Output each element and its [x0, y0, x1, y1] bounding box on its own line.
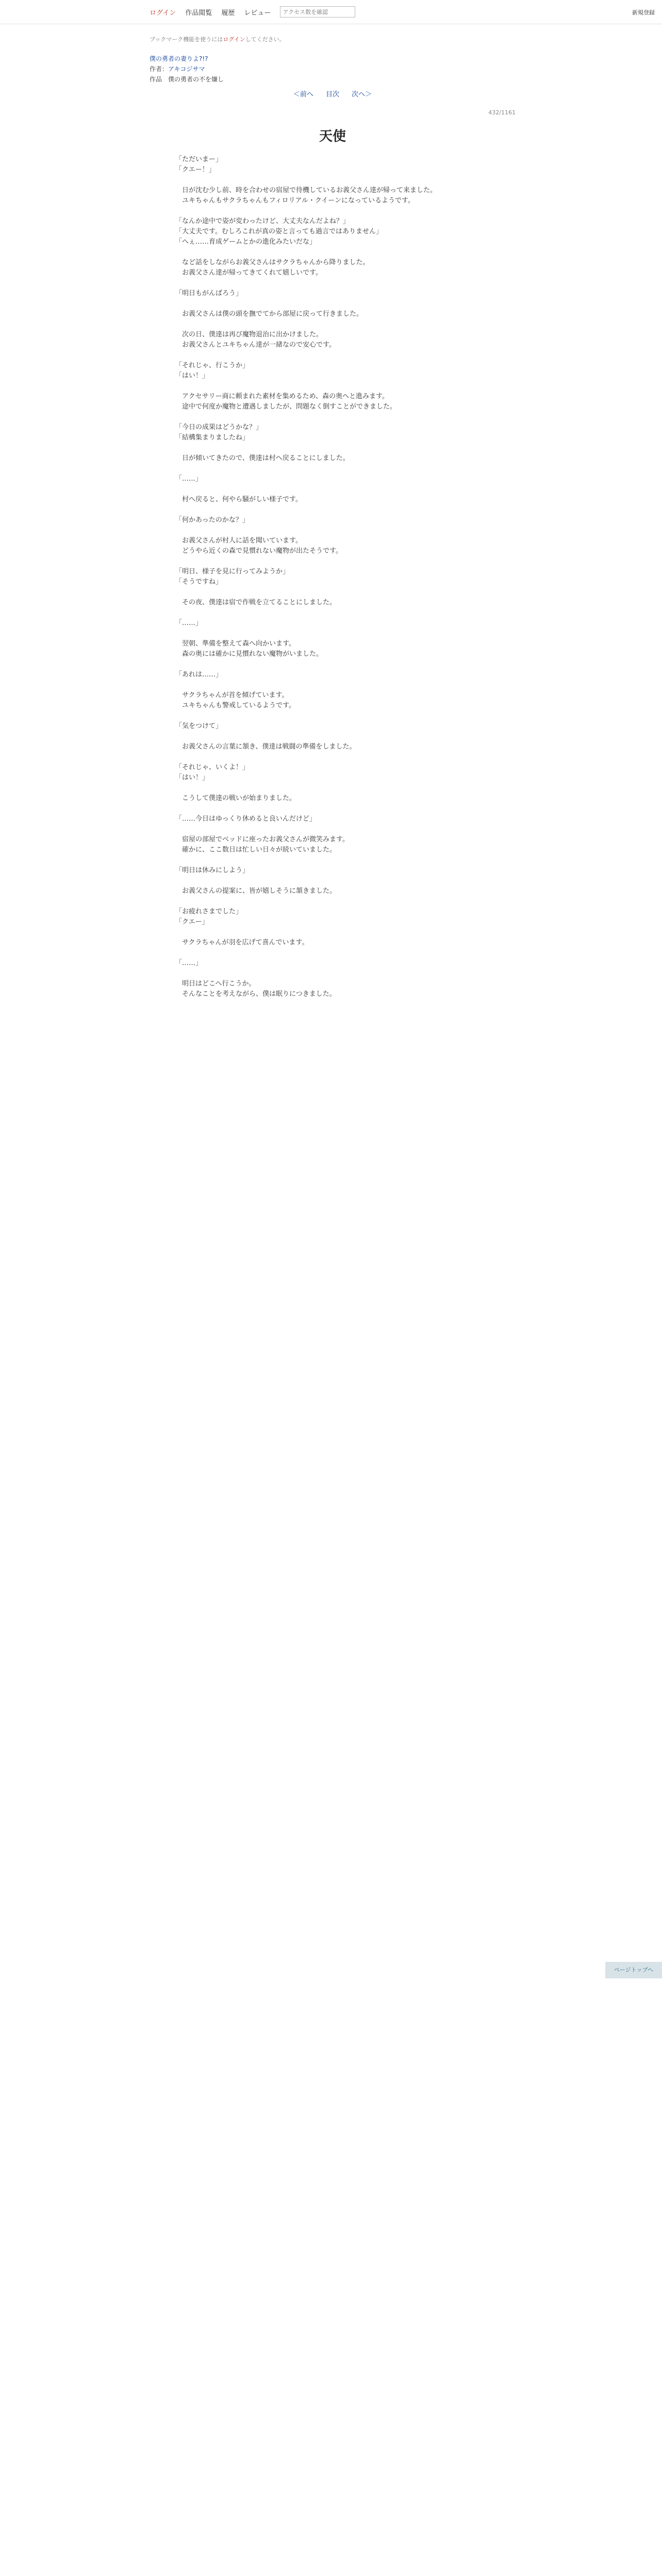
- paragraph: [175, 247, 505, 258]
- paragraph: どうやら近くの森で見慣れない魔物が出たそうです。: [175, 547, 342, 555]
- paragraph: [175, 381, 505, 392]
- paragraph: 「……」: [175, 619, 203, 627]
- paragraph: [175, 629, 505, 639]
- paragraph: お義父さんは僕の頭を撫でてから部屋に戻って行きました。: [175, 310, 363, 318]
- paragraph: ユキちゃんも警戒しているようです。: [175, 702, 295, 709]
- paragraph: [175, 659, 505, 670]
- paragraph: [175, 526, 505, 536]
- paragraph: 「それじゃ、行こうか」: [175, 362, 250, 369]
- paragraph: [175, 505, 505, 515]
- work-label: 作品: [150, 76, 162, 83]
- paragraph: お義父さんが村人に話を聞いています。: [175, 537, 302, 545]
- paragraph: [175, 711, 505, 721]
- work-name: 僕の勇者の不を嫌し: [168, 76, 224, 83]
- paragraph: [175, 608, 505, 618]
- paragraph: 確かに、ここ数日は忙しい日々が続いていました。: [175, 846, 337, 854]
- paragraph: ユキちゃんもサクラちゃんもフィロリアル・クイーンになっているようです。: [175, 197, 415, 205]
- paragraph: お義父さん達が帰ってきてくれて嬉しいです。: [175, 269, 322, 277]
- paragraph: 途中で何度か魔物と遭遇しましたが、問題なく倒すことができました。: [175, 403, 397, 411]
- paragraph: 明日はどこへ行こうか。: [175, 980, 256, 988]
- page-top-button[interactable]: ページトップへ: [605, 1962, 662, 1978]
- paragraph: そんなことを考えながら、僕は眠りにつきました。: [175, 990, 336, 998]
- paragraph: 村へ戻ると、何やら騒がしい様子です。: [175, 496, 302, 503]
- chapter-pager: [150, 89, 516, 98]
- login-link[interactable]: ログイン: [150, 9, 176, 17]
- paragraph: 「今日の成果はどうかな？」: [175, 423, 263, 431]
- paragraph: 「明日もがんばろう」: [175, 290, 243, 297]
- paragraph: [175, 206, 505, 216]
- paragraph: サクラちゃんが羽を広げて喜んでいます。: [175, 939, 309, 946]
- author-label: 作者：: [150, 65, 169, 73]
- nav-browse[interactable]: 作品閲覧: [185, 9, 212, 17]
- paragraph: [175, 927, 505, 938]
- paragraph: 翌朝、準備を整えて森へ向かいます。: [175, 640, 295, 648]
- signup-link[interactable]: 新規登録: [632, 9, 655, 16]
- paragraph: 「はい！」: [175, 372, 209, 380]
- paragraph: [175, 350, 505, 361]
- paragraph: [175, 319, 505, 330]
- paragraph: 「お疲れさまでした」: [175, 908, 243, 916]
- paragraph: [175, 876, 505, 886]
- search-input[interactable]: [280, 6, 355, 18]
- paragraph: 「気をつけて」: [175, 722, 223, 730]
- paragraph: 「クエー」: [175, 918, 209, 926]
- paragraph: [175, 278, 505, 289]
- paragraph: 「……今日はゆっくり休めると良いんだけど」: [175, 815, 316, 823]
- paragraph: 森の奥には確かに見慣れない魔物がいました。: [175, 650, 323, 658]
- paragraph: 「そうですね」: [175, 578, 223, 586]
- paragraph: [175, 896, 505, 907]
- paragraph: [175, 175, 505, 185]
- paragraph: [175, 680, 505, 690]
- author-line: [150, 64, 224, 74]
- notice-suffix: してください。: [245, 36, 285, 43]
- paragraph: 「ただいまー」: [175, 156, 223, 163]
- paragraph: その夜、僕達は宿で作戦を立てることにしました。: [175, 599, 337, 606]
- paragraph: 「明日、様子を見に行ってみようか」: [175, 568, 290, 575]
- paragraph: [175, 783, 505, 793]
- work-line: [150, 74, 224, 84]
- work-meta: [150, 54, 224, 84]
- paragraph: こうして僕達の戦いが始まりました。: [175, 794, 296, 802]
- novel-body: [175, 155, 505, 999]
- paragraph: [175, 412, 505, 422]
- paragraph: 「はい！」: [175, 774, 209, 782]
- nav-history[interactable]: 履歴: [221, 9, 235, 17]
- prev-link[interactable]: ＜前へ: [293, 91, 313, 98]
- top-navigation-bar: [0, 0, 662, 24]
- paragraph: [175, 556, 505, 567]
- chapter-title: 天使: [319, 129, 346, 144]
- paragraph: [175, 587, 505, 598]
- paragraph: 「大丈夫です。むしろこれが真の姿と言っても過言ではありません」: [175, 228, 383, 235]
- paragraph: [175, 804, 505, 814]
- notice-login-link[interactable]: ログイン: [223, 36, 245, 43]
- paragraph: お義父さんの言葉に頷き、僕達は戦闘の準備をしました。: [175, 743, 356, 751]
- paragraph: [175, 299, 505, 309]
- page-number: 432/1161: [488, 109, 516, 116]
- paragraph: [175, 948, 505, 958]
- paragraph: [175, 464, 505, 474]
- notice-prefix: ブックマーク機能を使うには: [150, 36, 223, 43]
- paragraph: 日が沈む少し前、時を合わせの宿屋で待機しているお義父さん達が帰って来ました。: [175, 187, 437, 194]
- paragraph: お義父さんとユキちゃん達が一緒なので安心です。: [175, 341, 336, 349]
- paragraph: 「……」: [175, 959, 203, 967]
- author-link[interactable]: アキコジサマ: [168, 65, 205, 73]
- paragraph: 「あれは……」: [175, 671, 223, 679]
- login-notice: [150, 35, 285, 43]
- paragraph: アクセサリー商に頼まれた素材を集めるため、森の奥へと進みます。: [175, 393, 389, 400]
- index-link[interactable]: 目次: [325, 91, 339, 98]
- paragraph: サクラちゃんが首を傾げています。: [175, 691, 289, 699]
- paragraph: 宿屋の部屋でベッドに座ったお義父さんが微笑みます。: [175, 836, 349, 843]
- paragraph: 「なんか途中で姿が変わったけど、大丈夫なんだよね？」: [175, 217, 350, 225]
- main-nav: [150, 6, 355, 18]
- paragraph: 「明日は休みにしよう」: [175, 867, 250, 874]
- paragraph: [175, 443, 505, 453]
- paragraph: [175, 732, 505, 742]
- paragraph: など話をしながらお義父さんはサクラちゃんから降りました。: [175, 259, 370, 266]
- paragraph: 「それじゃ、いくよ！」: [175, 764, 250, 771]
- paragraph: [175, 484, 505, 495]
- paragraph: [175, 752, 505, 762]
- paragraph: [175, 855, 505, 866]
- paragraph: 「へぇ……育成ゲームとかの進化みたいだな」: [175, 238, 317, 246]
- nav-review[interactable]: レビュー: [244, 9, 271, 17]
- paragraph: お義父さんの提案に、皆が嬉しそうに頷きました。: [175, 887, 337, 895]
- paragraph: 「……」: [175, 475, 203, 483]
- paragraph: 「クエー！」: [175, 166, 216, 174]
- paragraph: [175, 969, 505, 979]
- paragraph: 「結構集まりましたね」: [175, 434, 250, 442]
- paragraph: 「何かあったのかな？」: [175, 516, 249, 524]
- paragraph: [175, 824, 505, 835]
- next-link[interactable]: 次へ＞: [352, 91, 372, 98]
- paragraph: 日が傾いてきたので、僕達は村へ戻ることにしました。: [175, 454, 350, 462]
- series-title-link[interactable]: 僕の勇者の妻りよ?!?: [150, 55, 208, 62]
- paragraph: 次の日、僕達は再び魔物退治に出かけました。: [175, 331, 323, 338]
